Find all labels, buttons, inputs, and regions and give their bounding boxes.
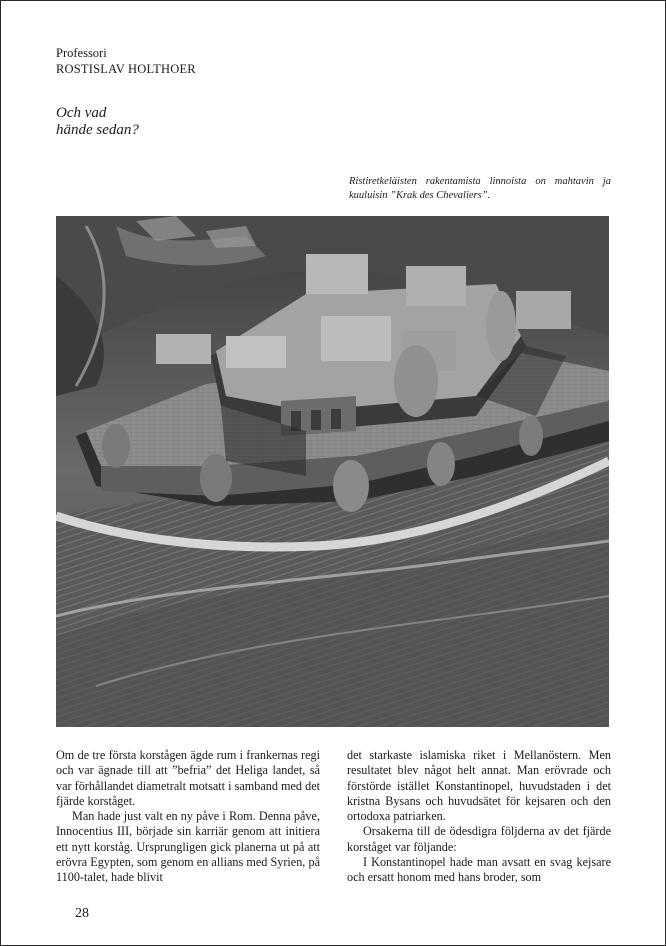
- author-name: ROSTISLAV HOLTHOER: [56, 62, 196, 76]
- title-line-1: Och vad: [56, 105, 107, 121]
- article-title: [56, 105, 296, 139]
- paragraph-1: Om de tre första korstågen ägde rum i frankernas regi och var ägnade till att ”befria” det Heliga landet, så var förhållandet diametralt motsatt i samband med det fjärde korståget.: [56, 748, 320, 808]
- author-role: Professori: [56, 46, 107, 60]
- caption-line-1: Ristiretkeläisten rakentamista linnoista on mahtavin: [349, 176, 594, 187]
- page-number: 28: [75, 906, 89, 921]
- photo-caption: [349, 175, 611, 202]
- paragraph-2: Man hade just valt en ny påve i Rom. Denna påve, Innocentius III, började sin karriär genom att initiera ett nytt korståg. Ursprungligen gick planerna ut på att erövra Egypten, som genom en allians med Syrien, på 1100-talet, hade blivit: [56, 809, 320, 885]
- body-column-right: [347, 748, 611, 886]
- paragraph-4: Orsakerna till de ödesdigra följderna av det fjärde korståget var följande:: [347, 824, 611, 854]
- paragraph-5: I Konstantinopel hade man avsatt en svag kejsare och ersatt honom med hans broder, som: [347, 855, 611, 885]
- castle-aerial-photo: [56, 216, 609, 727]
- paragraph-3: det starkaste islamiska riket i Mellanöstern. Men resultatet blev något helt annat. Man erövrade och förstörde istället Konstantinopel, huvudstaden i det kristna Bysans och huvudsätet för kejsaren och den ortodoxa patriarken.: [347, 748, 611, 824]
- caption-line-2: ja kuuluisin ”Krak des Chevaliers”.: [349, 176, 611, 201]
- title-line-2: hände sedan?: [56, 122, 139, 138]
- body-column-left: [56, 748, 320, 886]
